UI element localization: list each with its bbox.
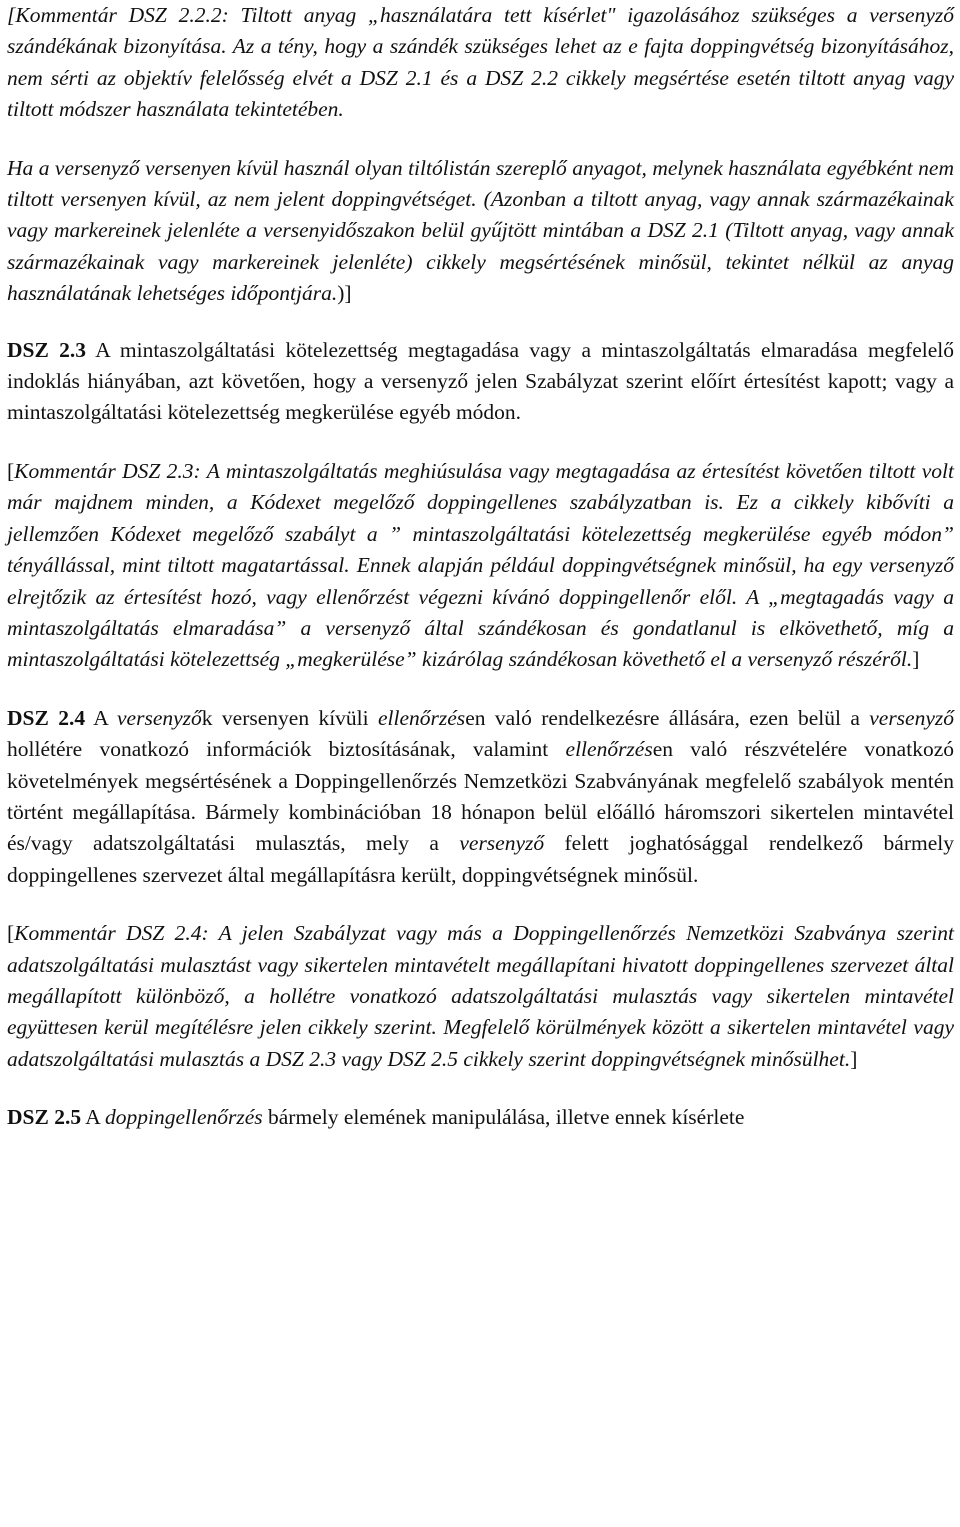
comment-open-bracket: [ [7, 921, 15, 946]
comment-close-bracket: ] [850, 1046, 858, 1071]
article-label: DSZ 2.5 [7, 1105, 82, 1130]
article-label: DSZ 2.3 [7, 337, 87, 362]
comment-italic-text: Ha a versenyző versenyen kívül használ olyan tiltólistán szereplő anyagot, melynek használata egyébként nem tiltott versenyen kívül, az nem jelent doppingvétséget. [7, 155, 954, 212]
comment-dsz-2-3 [7, 456, 954, 676]
article-dsz-2-5: DSZ 2.5 A doppingellenőrzés bármely elemének manipulálása, illetve ennek kísérlete [7, 1105, 745, 1130]
comment-dsz-2-2-2 [7, 0, 954, 126]
document-page [7, 0, 954, 1134]
article-text: A mintaszolgáltatási kötelezettség megtagadása vagy a mintaszolgáltatás elmaradása megfelelő indoklás hiányában, azt követően, hogy a versenyző jelen Szabályzat szerint előírt értesítést kapott; vagy a mintaszolgáltatási kötelezettség megkerülése egyéb módon. [7, 337, 954, 425]
article-label: DSZ 2.4 [7, 705, 86, 730]
article-dsz-2-3 [7, 335, 954, 429]
article-dsz-2-4: DSZ 2.4 A versenyzők versenyen kívüli ellenőrzésen való rendelkezésre állására, ezen belül a versenyző hollétére vonatkozó információk biztosításának, valamint ellenőrzésen való részvételére vonatkozó követelmények megsértésének a Doppingellenőrzés Nemzetközi Szabványának megfelelő szabályok mentén történt megállapítása. Bármely kombinációban 18 hónapon belül előálló háromszori sikertelen mintavétel és/vagy adatszolgáltatási mulasztás, mely a versenyző felett joghatósággal rendelkező bármely doppingellenes szervezet által megállapításra került, doppingvétségnek minősül. [7, 705, 955, 887]
comment-dsz-2-2-2-continued [7, 153, 954, 310]
comment-parenthetical: (Azonban a tiltott anyag, vagy annak származékainak vagy markereinek jelenléte a versenyidőszakon belül gyűjtött mintában a DSZ 2.1 (Tiltott anyag, vagy annak származékainak vagy markereinek jelenléte) cikkely megsértésének minősül, tekintet nélkül az anyag használatának lehetséges időpontjára. [7, 187, 954, 306]
comment-text: Kommentár DSZ 2.4: A jelen Szabályzat vagy más a Doppingellenőrzés Nemzetközi Szabványa szerint adatszolgáltatási mulasztást vagy sikertelen mintavételt megállapítani hivatott doppingellenes szervezet által megállapított különböző, a hollétre vonatkozó adatszolgáltatási mulasztás vagy sikertelen mintavétel együttesen kerül megítélésre jelen cikkely szerint. Megfelelő körülmények között a sikertelen mintavétel vagy adatszolgáltatási mulasztás a DSZ 2.3 vagy DSZ 2.5 cikkely szerint doppingvétségnek minősülhet. [7, 921, 954, 1071]
comment-open-bracket: [ [7, 458, 15, 483]
comment-text: [Kommentár DSZ 2.2.2: Tiltott anyag „használatára tett kísérlet" igazolásához szükséges a versenyző szándékának bizonyítása. Az a tény, hogy a szándék szükséges lehet az e fajta doppingvétség bizonyításához, nem sérti az objektív felelősség elvét a DSZ 2.1 és a DSZ 2.2 cikkely megsértése esetén tiltott anyag vagy tiltott módszer használata tekintetében. [7, 3, 954, 122]
comment-text: Kommentár DSZ 2.3: A mintaszolgáltatás meghiúsulása vagy megtagadása az értesítést követően tiltott volt már majdnem minden, a Kódexet megelőző doppingellenes szabályzatban is. Ez a cikkely kibővíti a jellemzően Kódexet megelőző szabályt a ” mintaszolgáltatási kötelezettség megkerülése egyéb módon” tényállással, mint tiltott magatartással. Ennek alapján például doppingvétségnek minősül, ha egy versenyző elrejtőzik az értesítést hozó, vagy ellenőrzést végezni kívánó doppingellenőr elől. A „megtagadás vagy a mintaszolgáltatás elmaradása” a versenyző által szándékosan és gondatlanul is elkövethető, míg a mintaszolgáltatási kötelezettség „megkerülése” kizárólag szándékosan követhető el a versenyző részéről. [7, 458, 954, 672]
comment-close-bracket: ] [912, 647, 920, 672]
comment-close-bracket: )] [337, 281, 352, 306]
comment-dsz-2-4 [7, 918, 954, 1075]
